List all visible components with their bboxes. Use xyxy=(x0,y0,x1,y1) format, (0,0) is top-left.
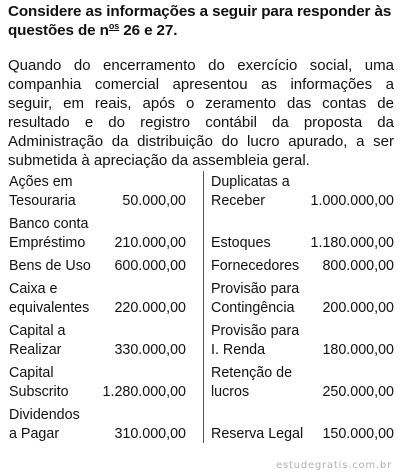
right-account-name-4a: Provisão para xyxy=(211,281,300,297)
right-account-value-7: 150.000,00 xyxy=(322,426,394,442)
left-account-name-4b: equivalentes xyxy=(9,300,90,316)
right-account-name-2: Estoques xyxy=(211,235,271,251)
accounts-table xyxy=(6,171,392,444)
right-account-name-5a: Provisão para xyxy=(211,323,300,339)
left-account-name-4a: Caixa e xyxy=(9,281,58,297)
column-divider xyxy=(203,171,204,443)
left-account-value-2: 210.000,00 xyxy=(114,235,186,251)
right-account-value-1: 1.000.000,00 xyxy=(310,193,394,209)
heading-prefix: questões de n xyxy=(8,22,109,39)
right-account-name-6b: lucros xyxy=(211,384,250,400)
left-account-name-6b: Subscrito xyxy=(9,384,69,400)
right-account-value-6: 250.000,00 xyxy=(322,384,394,400)
left-account-name-3: Bens de Uso xyxy=(9,258,91,274)
left-account-name-2a: Banco conta xyxy=(9,216,89,232)
right-account-name-7: Reserva Legal xyxy=(211,426,304,442)
right-account-value-3: 800.000,00 xyxy=(322,258,394,274)
left-account-value-6: 1.280.000,00 xyxy=(102,384,186,400)
left-account-value-7: 310.000,00 xyxy=(114,426,186,442)
left-account-value-3: 600.000,00 xyxy=(114,258,186,274)
heading-line-1: Considere as informações a seguir para responder às xyxy=(8,3,392,20)
right-account-value-5: 180.000,00 xyxy=(322,342,394,358)
left-account-name-1a: Ações em xyxy=(9,174,73,190)
left-account-value-1: 50.000,00 xyxy=(122,193,186,209)
question-heading xyxy=(8,2,394,40)
right-account-name-5b: I. Renda xyxy=(211,342,266,358)
right-account-name-4b: Contingência xyxy=(211,300,295,316)
left-account-name-1b: Tesouraria xyxy=(9,193,76,209)
right-account-name-3: Fornecedores xyxy=(211,258,300,274)
left-account-name-6a: Capital xyxy=(9,365,54,381)
right-account-value-2: 1.180.000,00 xyxy=(310,235,394,251)
left-account-name-5b: Realizar xyxy=(9,342,62,358)
right-account-name-1a: Duplicatas a xyxy=(211,174,290,190)
left-account-name-7a: Dividendos xyxy=(9,407,80,423)
right-account-name-1b: Receber xyxy=(211,193,266,209)
left-account-name-2b: Empréstimo xyxy=(9,235,86,251)
left-account-value-5: 330.000,00 xyxy=(114,342,186,358)
left-account-name-7b: a Pagar xyxy=(9,426,60,442)
heading-superscript: os xyxy=(108,21,120,31)
right-account-name-6a: Retenção de xyxy=(211,365,293,381)
left-account-name-5a: Capital a xyxy=(9,323,66,339)
context-paragraph: Quando do encerramento do exercício social, uma companhia comercial apresentou as informações a seguir, em reais, após o zeramento das contas de resultado e do registro contábil da proposta da Administração da distribuição do lucro apurado, a ser submetida à apreciação da assembleia geral. xyxy=(8,57,394,169)
heading-suffix: 26 e 27. xyxy=(119,22,178,39)
left-account-value-4: 220.000,00 xyxy=(114,300,186,316)
right-account-value-4: 200.000,00 xyxy=(322,300,394,316)
watermark: estudegratis.com.br xyxy=(276,460,392,471)
